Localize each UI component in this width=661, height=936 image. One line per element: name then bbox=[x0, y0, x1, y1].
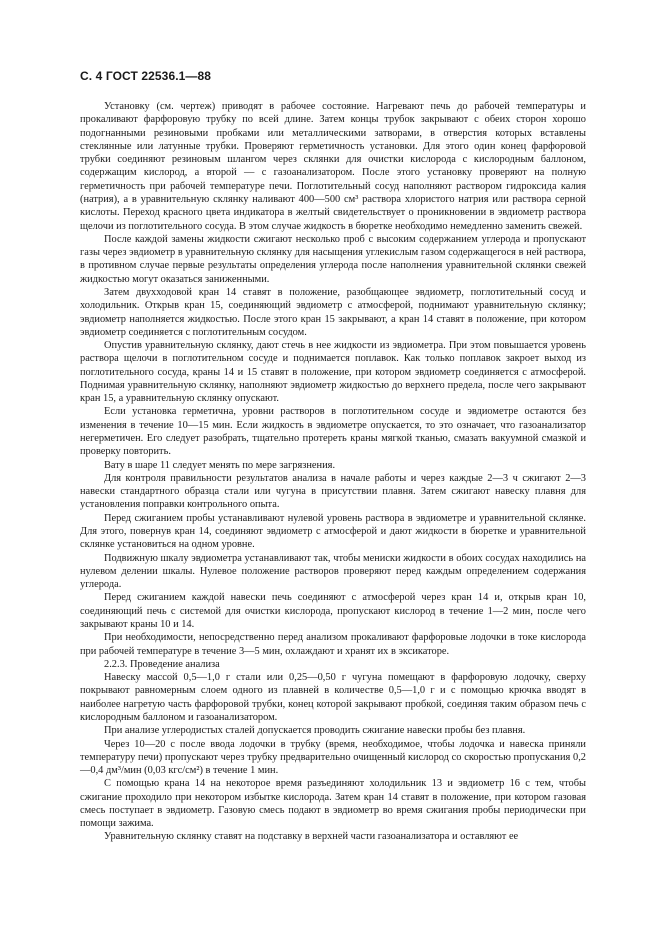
section-heading: 2.2.3. Проведение анализа bbox=[104, 658, 220, 670]
paragraph: Перед сжиганием каждой навески печь соединяют с атмосферой через кран 14 и, открыв кран 10, соединяющий печь с системой для очистки кислорода, пропускают кислород в течение 1—2 мин, после чего закрывают краны 10 и 14. bbox=[80, 592, 586, 630]
paragraph: После каждой замены жидкости сжигают несколько проб с высоким содержанием углерода и пропускают газы через эвдиометр в уравнительную склянку для насыщения углекислым газом содержащегося в ней раствора, в противном случае первые результаты определения углерода после наполнения уравнительной склянки свежей жидкостью могут оказаться заниженными. bbox=[80, 233, 586, 285]
paragraph: Вату в шаре 11 следует менять по мере загрязнения. bbox=[104, 459, 336, 471]
paragraph: При анализе углеродистых сталей допускается проводить сжигание навески пробы без плавня. bbox=[104, 725, 526, 737]
paragraph: Подвижную шкалу эвдиометра устанавливают так, чтобы мениски жидкости в обоих сосудах находились на нулевом делении шкалы. Нулевое положение растворов проверяют перед каждым определением содержания углерода. bbox=[80, 552, 586, 591]
page-header: С. 4 ГОСТ 22536.1—88 bbox=[80, 69, 212, 83]
paragraph: Через 10—20 с после ввода лодочки в трубку (время, необходимое, чтобы лодочка и навеска приняли температуру печи) пропускают через трубку предварительно очищенный кислород со скоростью пропускания 0,2—0,4 дм³/мин (0,03 кгс/см²) в течение 1 мин. bbox=[80, 738, 586, 777]
paragraph: Уравнительную склянку ставят на подставку в верхней части газоанализатора и оставляют ее bbox=[104, 831, 519, 843]
paragraph: Если установка герметична, уровни растворов в поглотительном сосуде и эвдиометре остаются без изменения в течение 10—15 мин. Если жидкость в эвдиометре опускается, то это означает, что газоанализатор негерметичен. Его следует разобрать, тщательно протереть краны мягкой тканью, смазать вакуумной смазкой и проверку повторить. bbox=[80, 406, 586, 458]
paragraph: Установку (см. чертеж) приводят в рабочее состояние. Нагревают печь до рабочей температуры и прокаливают фарфоровую трубку по всей длине. Затем концы трубок закрывают с обеих сторон хорошо подогнанными резиновыми пробками или металлическими затворами, в отверстия которых вставлены стеклянные или латунные трубки. Проверяют герметичность установки. Для этого один конец фарфоровой трубки соединяют резиновым шлангом через склянки для очистки кислорода с кислородным баллоном, содержащим кислород, а второй — с газоанализатором. После этого установку проверяют на полную герметичность при рабочей температуре печи. Поглотительный сосуд наполняют раствором гидроксида калия (натрия), а в уравнительную склянку наливают 400—500 см³ раствора хлористого натрия или раствора серной кислоты. Переход красного цвета индикатора в желтый свидетельствует о проникновении в эвдиометр раствора щелочи из поглотительного сосуда. В этом случае жидкость в бюретке необходимо немедленно заменить свежей. bbox=[80, 101, 586, 232]
paragraph: Перед сжиганием пробы устанавливают нулевой уровень раствора в эвдиометре и уравнительной склянке. Для этого, повернув кран 14, соединяют эвдиометр с атмосферой и дают жидкости в бюретке и уравнительной склянке установиться на одном уровне. bbox=[80, 512, 586, 551]
paragraph: Опустив уравнительную склянку, дают стечь в нее жидкости из эвдиометра. При этом повышается уровень раствора щелочи в поглотительном сосуде и поднимается поплавок. Как только поплавок закроет выход из поглотительного сосуда, краны 14 и 15 ставят в положение, при котором эвдиометр соединяется с атмосферой. Поднимая уравнительную склянку, наполняют эвдиометр жидкостью до верхнего предела, после чего закрывают кран 15, а уравнительную склянку опускают. bbox=[80, 340, 586, 405]
paragraph: Навеску массой 0,5—1,0 г стали или 0,25—0,50 г чугуна помещают в фарфоровую лодочку, сверху покрывают равномерным слоем одного из плавней в количестве 0,5—1,0 г и с помощью крючка вводят в наиболее нагретую часть фарфоровой трубки, конец которой закрывают пробкой, соединяя таким образом печь с кислородным баллоном и газоанализатором. bbox=[80, 672, 586, 723]
document-body bbox=[80, 100, 586, 844]
paragraph: Для контроля правильности результатов анализа в начале работы и через каждые 2—3 ч сжигают 2—3 навески стандартного образца стали или чугуна в присутствии плавня. Затем сжигают навеску плавня для установления поправки контрольного опыта. bbox=[80, 472, 586, 511]
paragraph: При необходимости, непосредственно перед анализом прокаливают фарфоровые лодочки в токе кислорода при рабочей температуре в течение 3—5 мин, охлаждают и хранят их в эксикаторе. bbox=[80, 632, 586, 657]
paragraph: С помощью крана 14 на некоторое время разъединяют холодильник 13 и эвдиометр 16 с тем, чтобы сжигание проходило при некотором избытке кислорода. Затем кран 14 ставят в положение, при котором газовая смесь поступает в эвдиометр. Газовую смесь подают в эвдиометр во время сжигания пробы периодически при помощи зажима. bbox=[80, 778, 586, 830]
paragraph: Затем двухходовой кран 14 ставят в положение, разобщающее эвдиометр, поглотительный сосуд и холодильник. Открыв кран 15, соединяющий эвдиометр с атмосферой, поднимают уравнительную склянку; эвдиометр наполняется жидкостью. После этого кран 15 закрывают, а кран 14 ставят в положение, при котором эвдиометр соединяется с поглотительным сосудом. bbox=[80, 286, 586, 338]
